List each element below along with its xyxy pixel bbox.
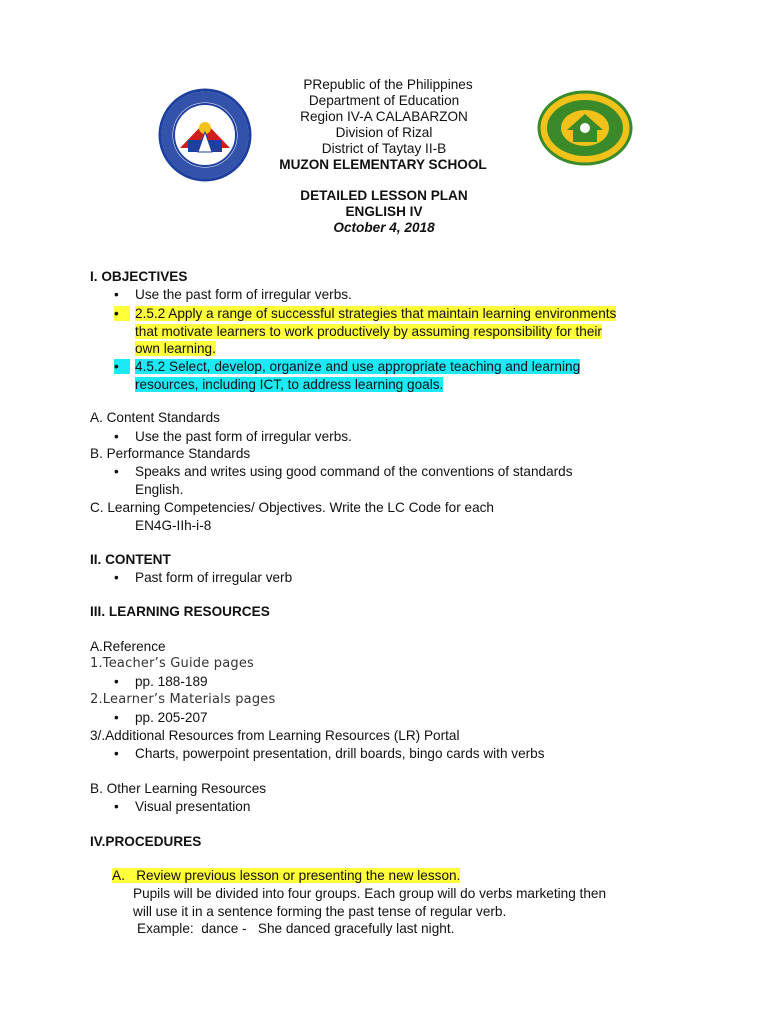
resources-heading: III. LEARNING RESOURCES xyxy=(90,604,270,619)
additional-resources-label: 3/.Additional Resources from Learning Resources (LR) Portal xyxy=(90,728,460,743)
objective-item-1: Use the past form of irregular verbs. xyxy=(135,287,352,302)
bullet-icon: • xyxy=(114,464,119,479)
header-line-1: PRepublic of the Philippines xyxy=(303,77,473,92)
performance-standards-label: B. Performance Standards xyxy=(90,446,251,461)
bullet-icon: • xyxy=(114,570,119,585)
document-header xyxy=(0,77,768,236)
lesson-date: October 4, 2018 xyxy=(333,220,435,235)
objective-item-2-line-1: 2.5.2 Apply a range of successful strategies that maintain learning environments xyxy=(135,306,617,321)
bullet-icon: • xyxy=(114,710,119,725)
additional-resources-item: Charts, powerpoint presentation, drill boards, bingo cards with verbs xyxy=(135,746,545,761)
content-standards-item: Use the past form of irregular verbs. xyxy=(135,429,352,444)
school-name: MUZON ELEMENTARY SCHOOL xyxy=(279,157,487,172)
procedure-a-line-2: will use it in a sentence forming the past tense of regular verb. xyxy=(133,904,507,919)
other-resources-label: B. Other Learning Resources xyxy=(90,781,267,796)
reference-label: A.Reference xyxy=(90,639,166,654)
content-heading: II. CONTENT xyxy=(90,552,171,567)
header-line-3: Region IV-A CALABARZON xyxy=(300,109,468,124)
subject-title: ENGLISH IV xyxy=(345,204,423,219)
teachers-guide-pages: pp. 188-189 xyxy=(135,674,208,689)
procedure-a-line-1: Pupils will be divided into four groups. Each group will do verbs marketing then xyxy=(133,886,607,901)
content-item: Past form of irregular verb xyxy=(135,570,293,585)
lc-code: EN4G-IIh-i-8 xyxy=(135,518,212,533)
competencies-label: C. Learning Competencies/ Objectives. Write the LC Code for each xyxy=(90,500,494,515)
performance-standards-line-2: English. xyxy=(135,482,184,497)
bullet-icon: • xyxy=(114,287,119,302)
procedure-a-example: Example: dance - She danced gracefully last night. xyxy=(137,921,455,936)
bullet-icon: • xyxy=(114,746,119,761)
header-line-2: Department of Education xyxy=(308,93,460,108)
performance-standards-line-1: Speaks and writes using good command of the conventions of standards xyxy=(135,464,573,479)
header-line-4: Division of Rizal xyxy=(335,125,433,140)
bullet-icon: • xyxy=(114,306,131,321)
objective-item-2-line-3: own learning. xyxy=(135,341,216,356)
objectives-heading: I. OBJECTIVES xyxy=(90,269,188,284)
bullet-icon: • xyxy=(114,674,119,689)
header-line-5: District of Taytay II-B xyxy=(321,141,447,156)
learners-materials-label: 2.Learner’s Materials pages xyxy=(90,692,276,707)
objective-item-3-line-2: resources, including ICT, to address learning goals. xyxy=(135,377,444,392)
bullet-icon: • xyxy=(114,799,119,814)
procedures-heading: IV.PROCEDURES xyxy=(90,834,202,849)
plan-title: DETAILED LESSON PLAN xyxy=(300,188,468,203)
bullet-icon: • xyxy=(114,359,131,374)
objective-item-2-line-2: that motivate learners to work productively by assuming responsibility for their xyxy=(135,324,602,339)
learners-materials-pages: pp. 205-207 xyxy=(135,710,208,725)
teachers-guide-label: 1.Teacher’s Guide pages xyxy=(90,656,255,671)
objective-item-3-line-1: 4.5.2 Select, develop, organize and use appropriate teaching and learning xyxy=(135,359,581,374)
procedure-a-heading: A. Review previous lesson or presenting the new lesson. xyxy=(112,868,461,883)
other-resources-item: Visual presentation xyxy=(135,799,251,814)
bullet-icon: • xyxy=(114,429,119,444)
content-standards-label: A. Content Standards xyxy=(90,410,220,425)
